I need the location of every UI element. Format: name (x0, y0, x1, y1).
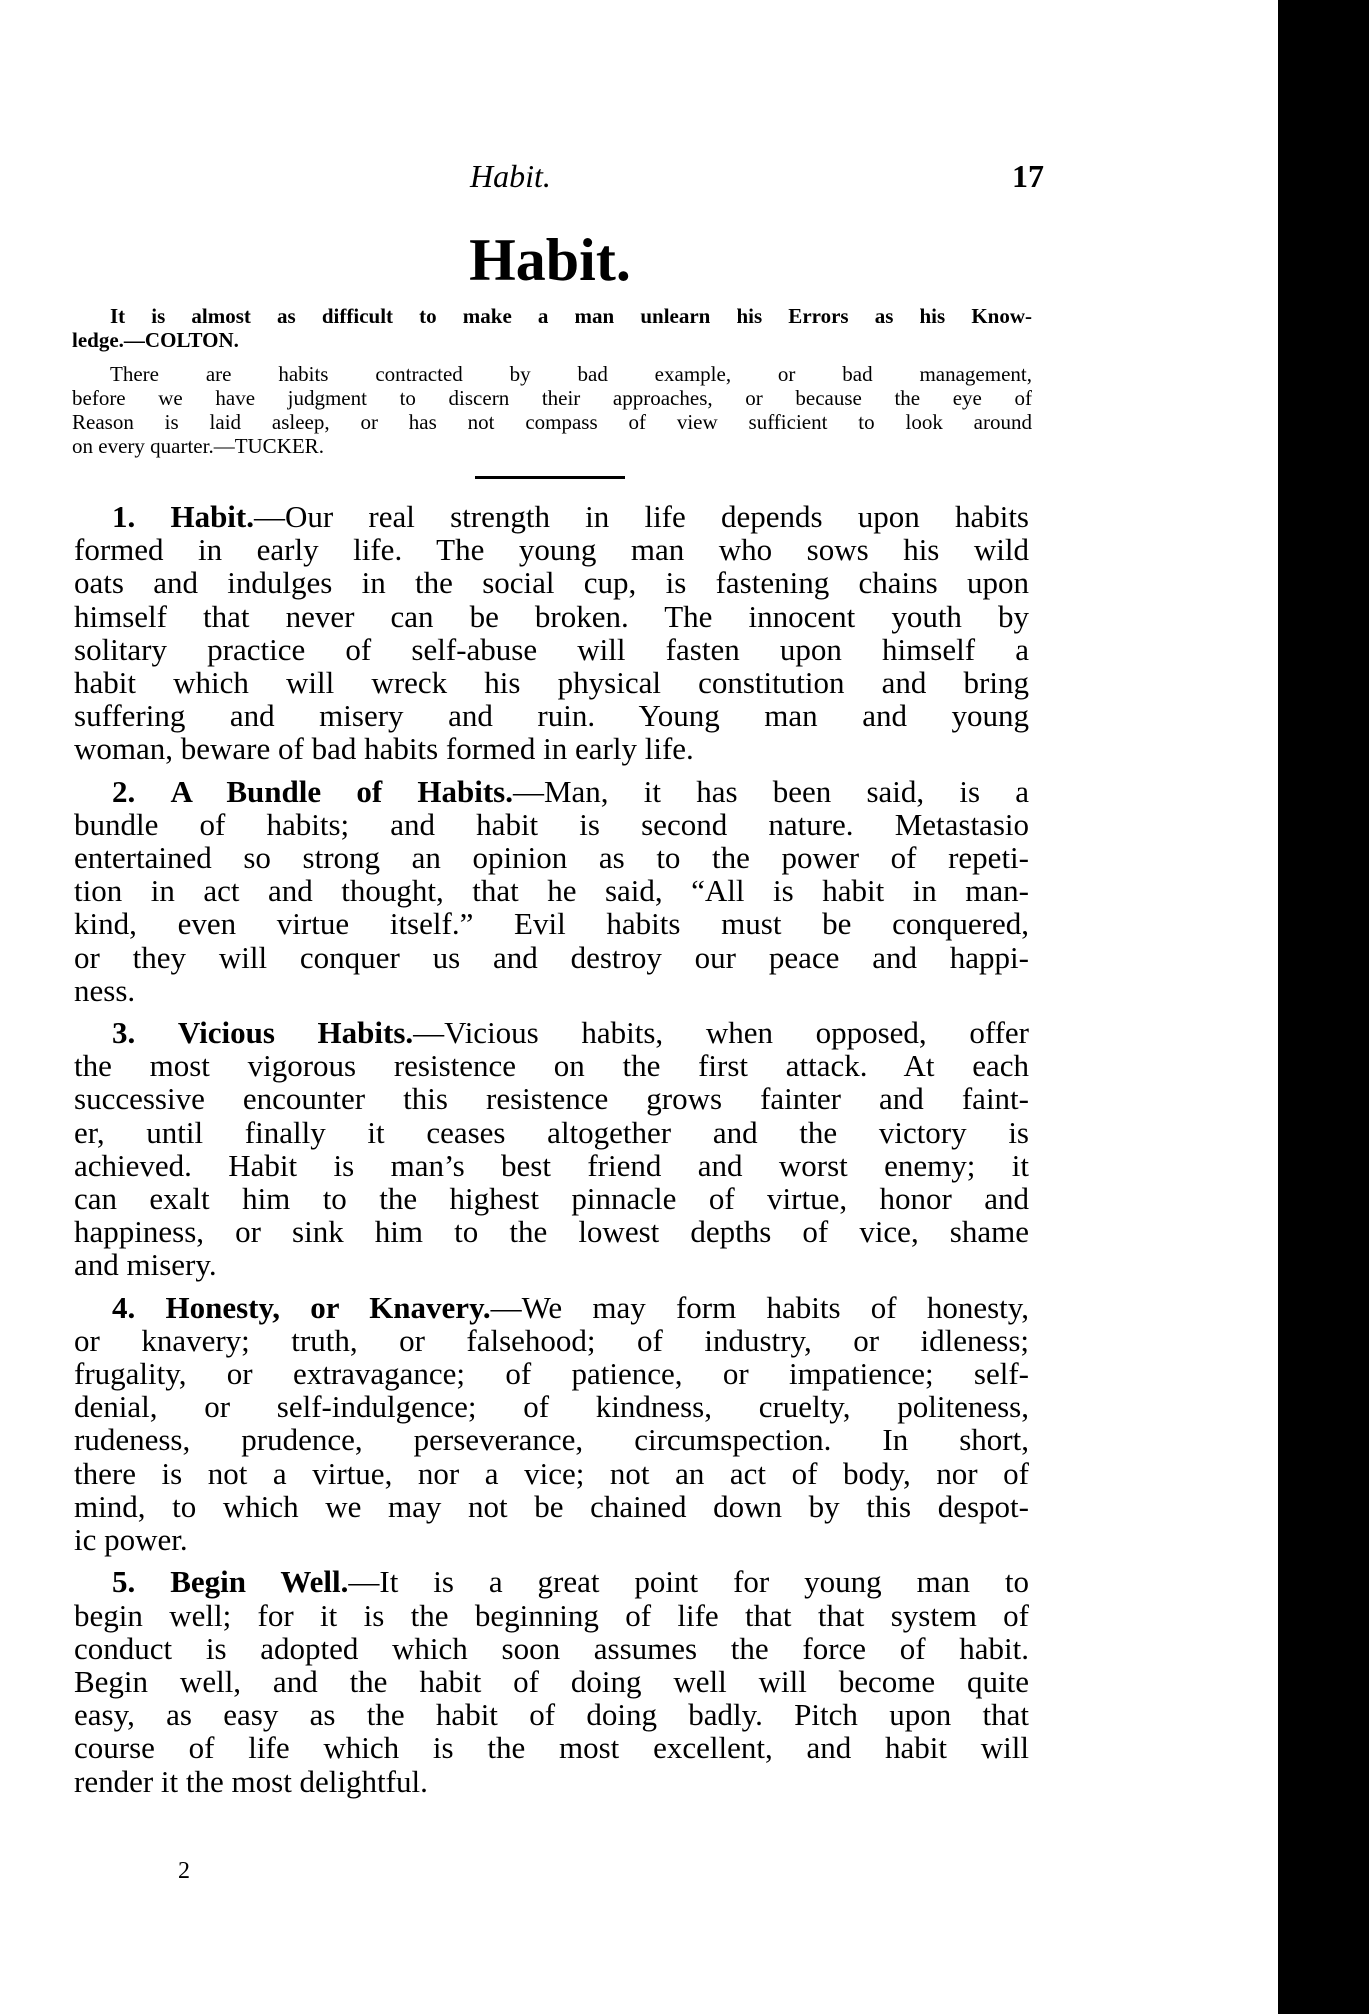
paragraph-line: solitary practice of self-abuse will fasten upon himself a (74, 631, 1029, 667)
paragraph-heading: Habit. (170, 499, 254, 534)
paragraph-line: bundle of habits; and habit is second nature. Metastasio (74, 806, 1029, 842)
paragraph-line: easy, as easy as the habit of doing badly. Pitch upon that (74, 1697, 1029, 1733)
paragraph-first-line (74, 1565, 1029, 1598)
paragraph-line: render it the most delightful. (74, 1763, 428, 1799)
epigraph-line: on every quarter.—TUCKER. (72, 434, 324, 458)
paragraph-text: —Man, it has been said, is a (512, 773, 1030, 809)
scan-edge-bar (1278, 0, 1369, 2014)
paragraph-line: habit which will wreck his physical constitution and bring (74, 665, 1029, 701)
paragraph-line: mind, to which we may not be chained down by this despot- (74, 1488, 1029, 1524)
paragraph-first-line (74, 1016, 1029, 1049)
paragraph-first-line (74, 500, 1029, 533)
paragraph-4 (74, 1291, 1029, 1557)
paragraph-line: himself that never can be broken. The innocent youth by (74, 598, 1029, 634)
paragraph-heading: Vicious Habits. (177, 1015, 414, 1051)
paragraph-line: formed in early life. The young man who sows his wild (74, 532, 1029, 568)
paragraph-line: rudeness, prudence, perseverance, circumspection. In short, (74, 1422, 1029, 1458)
paragraph-line: oats and indulges in the social cup, is fastening chains upon (74, 565, 1029, 601)
paragraph-number: 5. (112, 1564, 136, 1600)
page-number: 17 (1012, 158, 1044, 194)
paragraph-line: there is not a virtue, nor a vice; not an act of body, nor of (74, 1455, 1029, 1491)
paragraph-line: woman, beware of bad habits formed in early life. (74, 731, 694, 767)
paragraph-line: the most vigorous resistence on the first attack. At each (74, 1048, 1029, 1084)
paragraph-line: kind, even virtue itself.” Evil habits must be conquered, (74, 906, 1029, 942)
paragraph-line: successive encounter this resistence grows fainter and faint- (74, 1081, 1029, 1117)
paragraph-heading: Honesty, or Knavery. (165, 1289, 491, 1325)
epigraph-line: ledge.—COLTON. (72, 328, 239, 352)
epigraph-tucker (72, 362, 1032, 458)
paragraph-line: suffering and misery and ruin. Young man and young (74, 698, 1029, 734)
paragraph-number: 4. (112, 1289, 136, 1325)
paragraph-number: 2. (112, 773, 136, 809)
paragraph-text: —It is a great point for young man to (348, 1564, 1029, 1600)
paragraph-line: frugality, or extravagance; of patience, or impatience; self- (74, 1356, 1029, 1392)
divider-rule (475, 476, 625, 479)
paragraph-line: entertained so strong an opinion as to the power of repeti- (74, 840, 1029, 876)
paragraph-line: ic power. (74, 1522, 188, 1558)
paragraph-line: happiness, or sink him to the lowest depths of vice, shame (74, 1214, 1029, 1250)
paragraph-heading: A Bundle of Habits. (170, 773, 513, 809)
paragraph-text: —Vicious habits, when opposed, offer (413, 1015, 1029, 1051)
paragraph-line: Begin well, and the habit of doing well will become quite (74, 1663, 1029, 1699)
paragraph-first-line (74, 775, 1029, 808)
paragraph-3 (74, 1016, 1029, 1282)
paragraph-line: conduct is adopted which soon assumes the force of habit. (74, 1630, 1029, 1666)
paragraph-line: or they will conquer us and destroy our peace and happi- (74, 939, 1029, 975)
paragraph-line: or knavery; truth, or falsehood; of industry, or idleness; (74, 1322, 1029, 1358)
paragraph-number: 1. (112, 499, 136, 534)
paragraph-line: achieved. Habit is man’s best friend and worst enemy; it (74, 1147, 1029, 1183)
epigraph-line: It is almost as difficult to make a man unlearn his Errors as his Know- (110, 304, 1032, 328)
paragraph-first-line (74, 1291, 1029, 1324)
body-text (74, 500, 1029, 1807)
paragraph-heading: Begin Well. (170, 1564, 349, 1600)
paragraph-line: denial, or self-indulgence; of kindness, cruelty, politeness, (74, 1389, 1029, 1425)
page-title: Habit. (469, 227, 631, 293)
paragraph-line: course of life which is the most excellent, and habit will (74, 1730, 1029, 1766)
paragraph-line: tion in act and thought, that he said, “All is habit in man- (74, 873, 1029, 909)
epigraph-line: There are habits contracted by bad example, or bad management, (110, 362, 1032, 386)
epigraph-colton (72, 304, 1032, 352)
epigraph-line: before we have judgment to discern their approaches, or because the eye of (72, 386, 1032, 410)
paragraph-line: can exalt him to the highest pinnacle of virtue, honor and (74, 1181, 1029, 1217)
paragraph-line: ness. (74, 972, 136, 1008)
signature-mark: 2 (178, 1858, 190, 1884)
running-head: Habit. (470, 158, 551, 194)
paragraph-line: er, until finally it ceases altogether and the victory is (74, 1114, 1029, 1150)
paragraph-line: and misery. (74, 1247, 217, 1283)
paragraph-5 (74, 1565, 1029, 1797)
paragraph-number: 3. (112, 1015, 136, 1051)
paragraph-1 (74, 500, 1029, 766)
epigraph-line: Reason is laid asleep, or has not compass of view sufficient to look around (72, 410, 1032, 434)
paragraph-text: —Our real strength in life depends upon habits (254, 499, 1029, 534)
paragraph-2 (74, 775, 1029, 1007)
paragraph-text: —We may form habits of honesty, (490, 1289, 1029, 1325)
paragraph-line: begin well; for it is the beginning of life that that system of (74, 1597, 1029, 1633)
